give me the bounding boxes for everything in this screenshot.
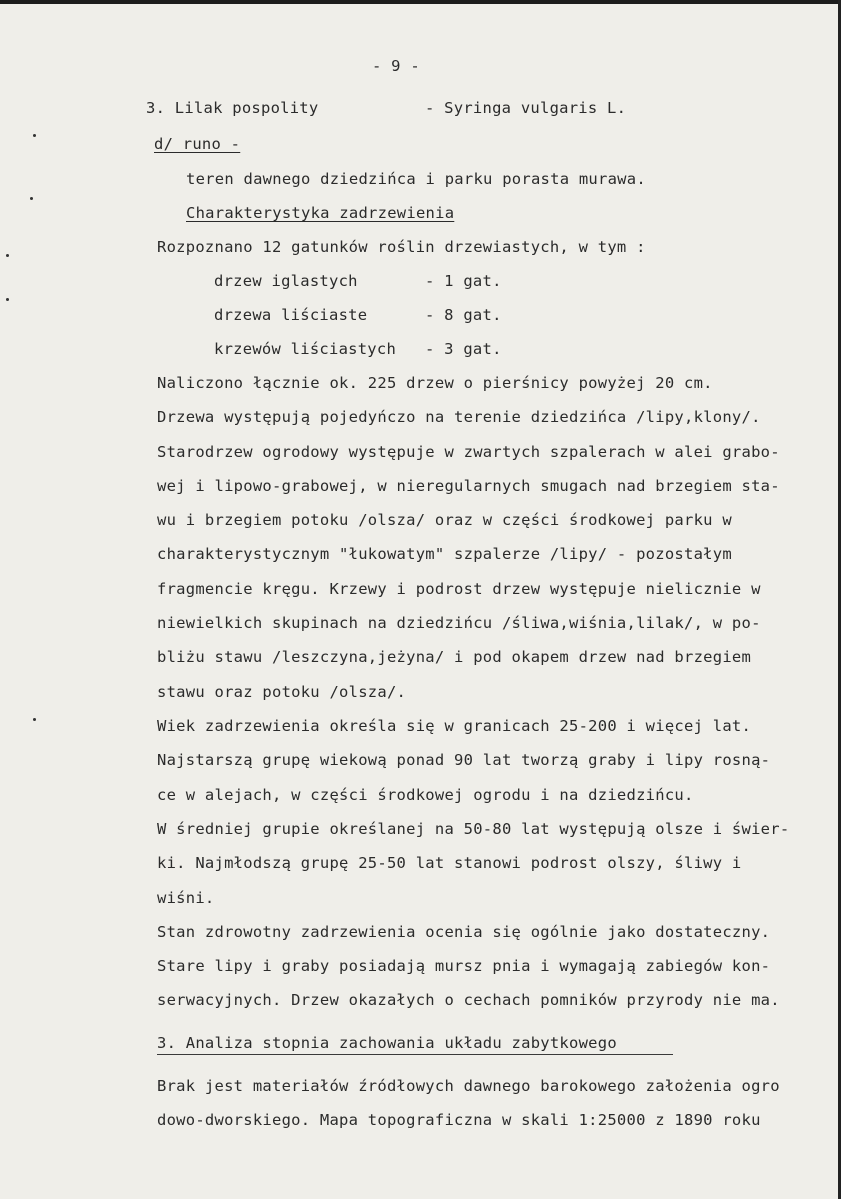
body-line: wiśni.	[157, 889, 215, 907]
species-count-value: - 3 gat.	[425, 340, 502, 358]
body-line: W średniej grupie określanej na 50-80 lat występują olsze i świer-	[157, 820, 790, 838]
body-line: Starodrzew ogrodowy występuje w zwartych szpalerach w alei grabo-	[157, 443, 780, 461]
section-body-line: dowo-dworskiego. Mapa topograficzna w skali 1:25000 z 1890 roku	[157, 1111, 761, 1129]
body-line: ce w alejach, w części środkowej ogrodu i na dziedzińcu.	[157, 786, 694, 804]
body-line: wu i brzegiem potoku /olsza/ oraz w części środkowej parku w	[157, 511, 732, 529]
subheading-runo: d/ runo -	[154, 135, 241, 153]
runo-text: teren dawnego dziedzińca i parku porasta murawa.	[186, 170, 646, 188]
section-heading: 3. Analiza stopnia zachowania układu zabytkowego	[157, 1034, 617, 1052]
body-line: Naliczono łącznie ok. 225 drzew o pierśnicy powyżej 20 cm.	[157, 374, 713, 392]
body-line: ki. Najmłodszą grupę 25-50 lat stanowi podrost olszy, śliwy i	[157, 854, 742, 872]
body-line: Wiek zadrzewienia określa się w granicach 25-200 i więcej lat.	[157, 717, 752, 735]
page-number: - 9 -	[372, 57, 420, 75]
body-line: bliżu stawu /leszczyna,jeżyna/ i pod okapem drzew nad brzegiem	[157, 648, 752, 666]
section-body-line: Brak jest materiałów źródłowych dawnego barokowego założenia ogro	[157, 1077, 780, 1095]
species-count-value: - 8 gat.	[425, 306, 502, 324]
body-line: charakterystycznym "łukowatym" szpalerze /lipy/ - pozostałym	[157, 545, 732, 563]
species-count-label: drzewa liściaste	[214, 306, 368, 324]
punch-mark	[6, 254, 9, 257]
body-line: wej i lipowo-grabowej, w nieregularnych smugach nad brzegiem sta-	[157, 477, 780, 495]
body-line: niewielkich skupinach na dziedzińcu /śliwa,wiśnia,lilak/, w po-	[157, 614, 761, 632]
species-heading-latin: - Syringa vulgaris L.	[425, 99, 627, 117]
body-line: stawu oraz potoku /olsza/.	[157, 683, 407, 701]
punch-mark	[33, 134, 36, 137]
species-count-value: - 1 gat.	[425, 272, 502, 290]
body-line: fragmencie kręgu. Krzewy i podrost drzew występuje nielicznie w	[157, 580, 761, 598]
punch-mark	[33, 718, 36, 721]
punch-mark	[6, 298, 9, 301]
species-count-label: drzew iglastych	[214, 272, 358, 290]
body-line: Najstarszą grupę wiekową ponad 90 lat tworzą graby i lipy rosną-	[157, 751, 771, 769]
subheading-characteristics: Charakterystyka zadrzewienia	[186, 204, 455, 222]
section-heading-underline	[157, 1054, 673, 1055]
body-line: Stare lipy i graby posiadają mursz pnia i wymagają zabiegów kon-	[157, 957, 771, 975]
body-line: Stan zdrowotny zadrzewienia ocenia się ogólnie jako dostateczny.	[157, 923, 771, 941]
punch-mark	[30, 197, 33, 200]
body-line: serwacyjnych. Drzew okazałych o cechach pomników przyrody nie ma.	[157, 991, 780, 1009]
body-line: Drzewa występują pojedyńczo na terenie dziedzińca /lipy,klony/.	[157, 408, 761, 426]
scan-top-edge	[0, 0, 841, 4]
recognized-species-line: Rozpoznano 12 gatunków roślin drzewiastych, w tym :	[157, 238, 646, 256]
species-heading-polish: 3. Lilak pospolity	[146, 99, 319, 117]
species-count-label: krzewów liściastych	[214, 340, 397, 358]
